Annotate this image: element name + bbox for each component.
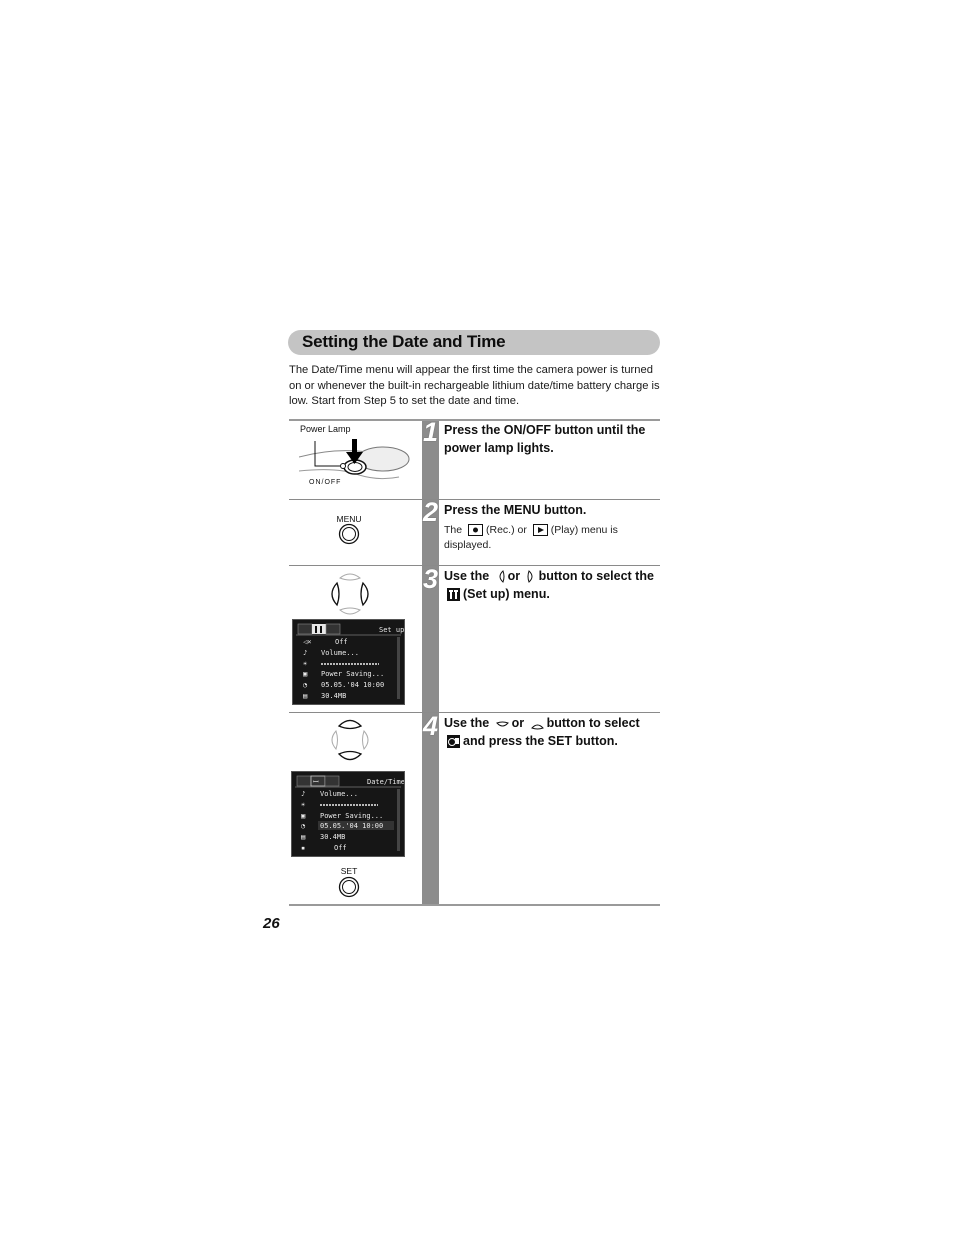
menu-button-label: MENU <box>336 514 362 524</box>
step-number: 2 <box>422 497 439 527</box>
svg-text:▣: ▣ <box>301 812 306 820</box>
page-number: 26 <box>263 915 280 932</box>
step-title: Press the ON/OFF button until the power lamp lights. <box>444 423 646 455</box>
lcd-row: Power Saving... <box>321 670 385 678</box>
rec-mode-icon <box>468 524 483 536</box>
setup-menu-icon <box>447 588 460 601</box>
step-number-column <box>422 420 439 904</box>
lcd-row: Off <box>334 844 347 852</box>
divider <box>289 565 660 566</box>
up-arrow-button-icon <box>531 721 544 730</box>
svg-text:▤: ▤ <box>301 833 306 841</box>
svg-text:ꟷ: ꟷ <box>313 778 319 786</box>
lcd-row: 30.4MB <box>320 833 346 841</box>
svg-text:◁×: ◁× <box>303 638 312 646</box>
set-button-icon <box>338 876 360 898</box>
divider <box>289 904 660 906</box>
svg-text:☀: ☀ <box>301 801 306 809</box>
date-time-icon <box>447 735 460 748</box>
play-mode-icon <box>533 524 548 536</box>
svg-text:♪: ♪ <box>303 649 308 657</box>
section-heading <box>288 330 660 355</box>
step-title: Use the or button to select and press the SET button. <box>444 716 640 748</box>
set-button-label: SET <box>340 866 358 876</box>
intro-paragraph: The Date/Time menu will appear the first time the camera power is turned on or whenever the built-in rechargeable lithium date/time battery charge is low. Start from Step 5 to set the date and time. <box>289 364 660 407</box>
step-title: Press the MENU button. <box>444 503 587 517</box>
left-arrow-button-icon <box>496 570 505 583</box>
divider <box>289 712 660 713</box>
lcd-row: 05.05.'04 10:00 <box>321 681 385 689</box>
power-lamp-label: Power Lamp <box>300 424 351 434</box>
lcd-row: 30.4MB <box>321 692 347 700</box>
right-arrow-button-icon <box>527 570 536 583</box>
step-title: Use the or button to select the (Set up) menu. <box>444 569 654 601</box>
section-title: Setting the Date and Time <box>302 332 506 351</box>
svg-text:◔: ◔ <box>303 681 308 689</box>
lcd-row: Off <box>335 638 348 646</box>
lcd-tab-title: Set up <box>379 626 404 634</box>
divider <box>289 499 660 500</box>
lcd-row: 05.05.'04 10:00 <box>320 822 384 830</box>
svg-text:♪: ♪ <box>301 790 306 798</box>
on-off-label: ON/OFF <box>309 479 342 486</box>
svg-text:☀: ☀ <box>303 660 308 668</box>
camera-lcd-setup-screen <box>292 619 405 705</box>
lcd-tab-title: Date/Time <box>367 778 404 786</box>
svg-text:▤: ▤ <box>303 692 308 700</box>
step-note: The (Rec.) or (Play) menu is displayed. <box>444 524 618 551</box>
svg-text:▪: ▪ <box>301 844 306 852</box>
svg-text:◔: ◔ <box>301 822 306 830</box>
lcd-row: Volume... <box>320 790 358 798</box>
step-number: 4 <box>422 711 439 741</box>
four-way-controller-up-down <box>326 717 374 763</box>
lcd-row: Volume... <box>321 649 359 657</box>
four-way-controller-left-right <box>326 571 374 617</box>
lcd-row: Power Saving... <box>320 812 384 820</box>
svg-text:▣: ▣ <box>303 670 308 678</box>
camera-lcd-datetime-screen <box>291 771 405 857</box>
step-number: 1 <box>422 417 439 447</box>
menu-button-icon <box>338 523 360 545</box>
down-arrow-button-icon <box>496 721 509 730</box>
step-number: 3 <box>422 564 439 594</box>
